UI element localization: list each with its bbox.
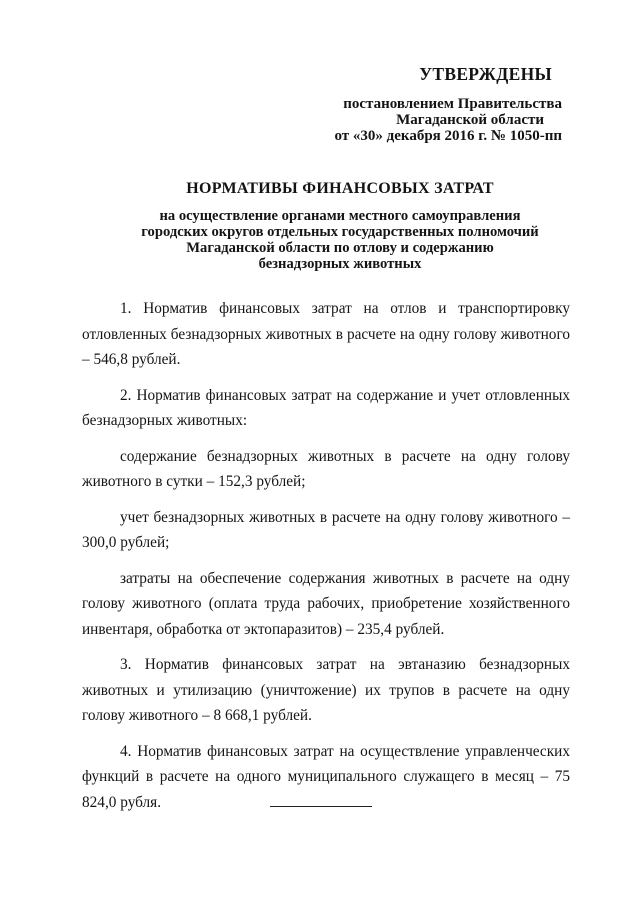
approval-heading: УТВЕРЖДЕНЫ [419, 64, 552, 84]
document-body [82, 296, 570, 825]
approval-region-line: Магаданской области [396, 112, 544, 128]
subtitle-line: безнадзорных животных [258, 256, 422, 272]
approval-decree-line: постановлением Правительства [343, 96, 562, 112]
paragraph-item-4: 4. Норматив финансовых затрат на осуществление управленческих функций в расчете на одного муниципального служащего в месяц – 75 824,0 рубля. [82, 742, 570, 811]
paragraph-item-2: 2. Норматив финансовых затрат на содержание и учет отловленных безнадзорных животных: [82, 386, 570, 429]
document-title: НОРМАТИВЫ ФИНАНСОВЫХ ЗАТРАТ [186, 180, 494, 197]
paragraph-registration: учет безнадзорных животных в расчете на одну голову животного – 300,0 рублей; [82, 508, 570, 551]
approval-stamp [302, 64, 562, 144]
closing-divider [270, 806, 372, 807]
subtitle-line: городских округов отдельных государственных полномочий [141, 224, 539, 240]
approval-date-line: от «30» декабря 2016 г. № 1050-пп [334, 128, 562, 144]
subtitle-line: Магаданской области по отлову и содержанию [186, 240, 494, 256]
subtitle-line: на осуществление органами местного самоуправления [159, 208, 521, 224]
paragraph-maintenance: содержание безнадзорных животных в расчете на одну голову животного в сутки – 152,3 рублей; [82, 447, 570, 490]
paragraph-item-3: 3. Норматив финансовых затрат на эвтаназию безнадзорных животных и утилизацию (уничтожение) их трупов в расчете на одну голову животного – 8 668,1 рублей. [82, 656, 570, 724]
document-heading [90, 180, 590, 272]
paragraph-item-1: 1. Норматив финансовых затрат на отлов и транспортировку отловленных безнадзорных животных в расчете на одну голову животного – 546,8 рублей. [82, 300, 570, 368]
document-subtitle [90, 208, 590, 272]
paragraph-care-costs: затраты на обеспечение содержания животных в расчете на одну голову животного (оплата труда рабочих, приобретение хозяйственного инвентаря, обработка от эктопаразитов) – 235,4 рублей. [82, 569, 570, 638]
